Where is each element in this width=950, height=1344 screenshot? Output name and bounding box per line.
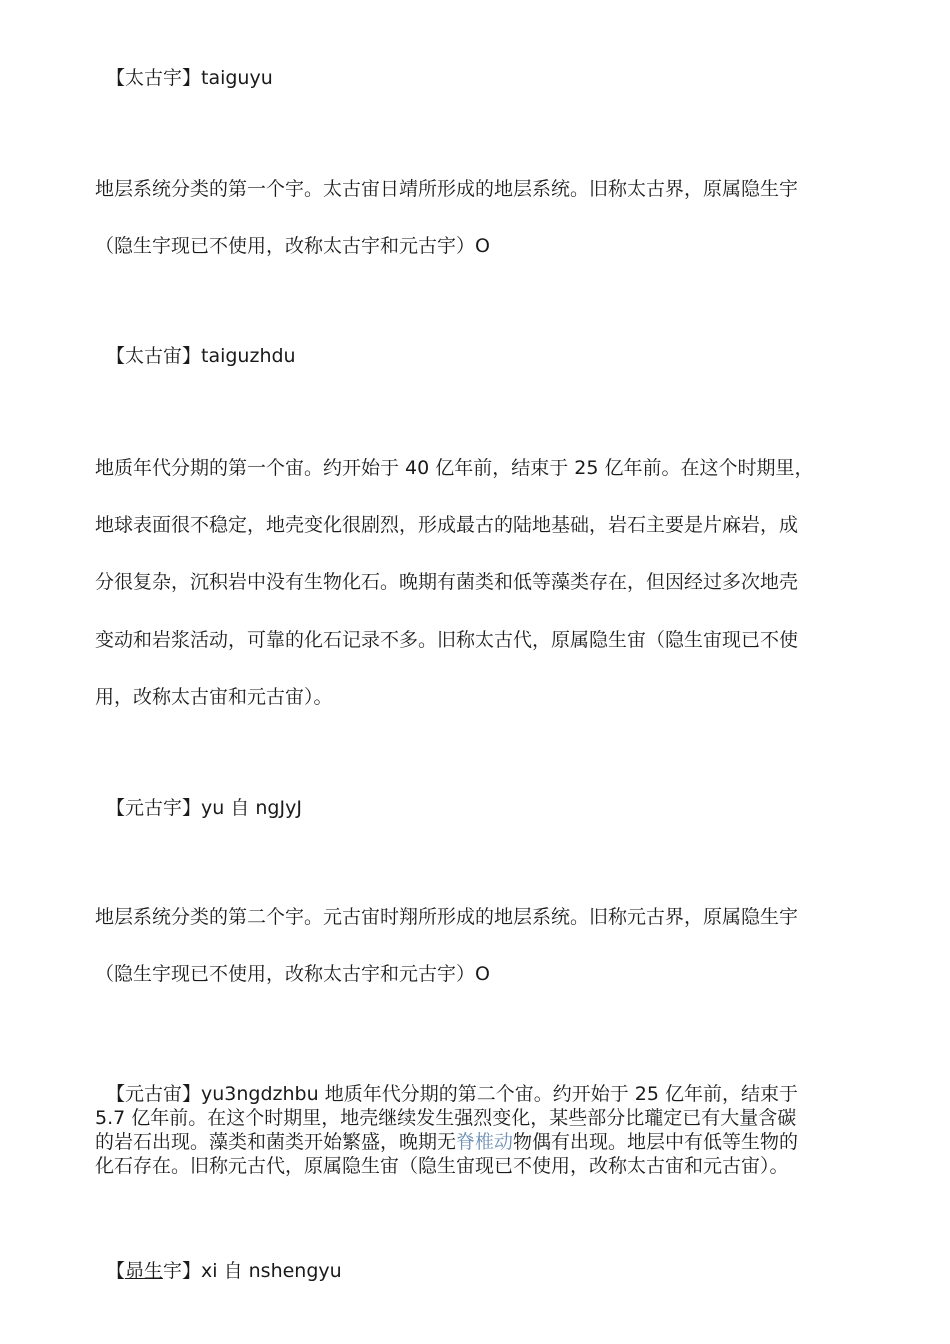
entry-paragraph-yuanguzhou	[95, 1082, 855, 1178]
entry-heading-taiguzhou: 【太古宙】taiguzhdu	[106, 345, 296, 367]
entry-heading-yuanguyu: 【元古宇】yu 自 ngJyJ	[106, 797, 302, 819]
entry-text-line: （隐生宇现已不使用，改称太古宇和元古宇）O	[95, 963, 490, 985]
heading-underlined-term: 昴生	[125, 1260, 164, 1282]
paragraph-line: 化石存在。旧称元古代，原属隐生宙（隐生宙现已不使用，改称太古宙和元古宙）。	[95, 1155, 789, 1177]
heading-rest: 宇】xi 自 nshengyu	[163, 1260, 342, 1282]
entry-heading-xianshengyu	[106, 1259, 342, 1283]
paragraph-line: 【元古宙】yu3ngdzhbu 地质年代分期的第二个宙。约开始于 25 亿年前，结束于	[106, 1083, 798, 1105]
entry-text-line: 变动和岩浆活动，可靠的化石记录不多。旧称太古代，原属隐生宙（隐生宙现已不使	[95, 629, 799, 651]
entry-text-line: （隐生宇现已不使用，改称太古宇和元古宇）O	[95, 235, 490, 257]
term-link-jizhuidongwu[interactable]: 脊椎动	[456, 1131, 514, 1153]
entry-text-line: 地质年代分期的第一个宙。约开始于 40 亿年前，结束于 25 亿年前。在这个时期里，	[95, 457, 814, 479]
heading-bracket: 【	[106, 1260, 126, 1282]
entry-heading-taiguyu: 【太古宇】taiguyu	[106, 67, 273, 89]
entry-text-line: 用，改称太古宙和元古宙）。	[95, 686, 333, 708]
entry-text-line: 地球表面很不稳定，地壳变化很剧烈，形成最古的陆地基础，岩石主要是片麻岩，成	[95, 514, 799, 536]
paragraph-text: 物偶有出现。地层中有低等生物的	[513, 1131, 799, 1153]
entry-text-line: 分很复杂，沉积岩中没有生物化石。晚期有菌类和低等藻类存在，但因经过多次地壳	[95, 571, 799, 593]
paragraph-text: 的岩石出现。藻类和菌类开始繁盛，晚期无	[95, 1131, 457, 1153]
entry-text-line: 地层系统分类的第二个宇。元古宙时翔所形成的地层系统。旧称元古界，原属隐生宇	[95, 906, 799, 928]
paragraph-line	[95, 1130, 855, 1154]
paragraph-line: 5.7 亿年前。在这个时期里，地壳继续发生强烈变化，某些部分比瓏定已有大量含碳	[95, 1107, 797, 1129]
entry-text-line: 地层系统分类的第一个宇。太古宙日靖所形成的地层系统。旧称太古界，原属隐生宇	[95, 178, 799, 200]
